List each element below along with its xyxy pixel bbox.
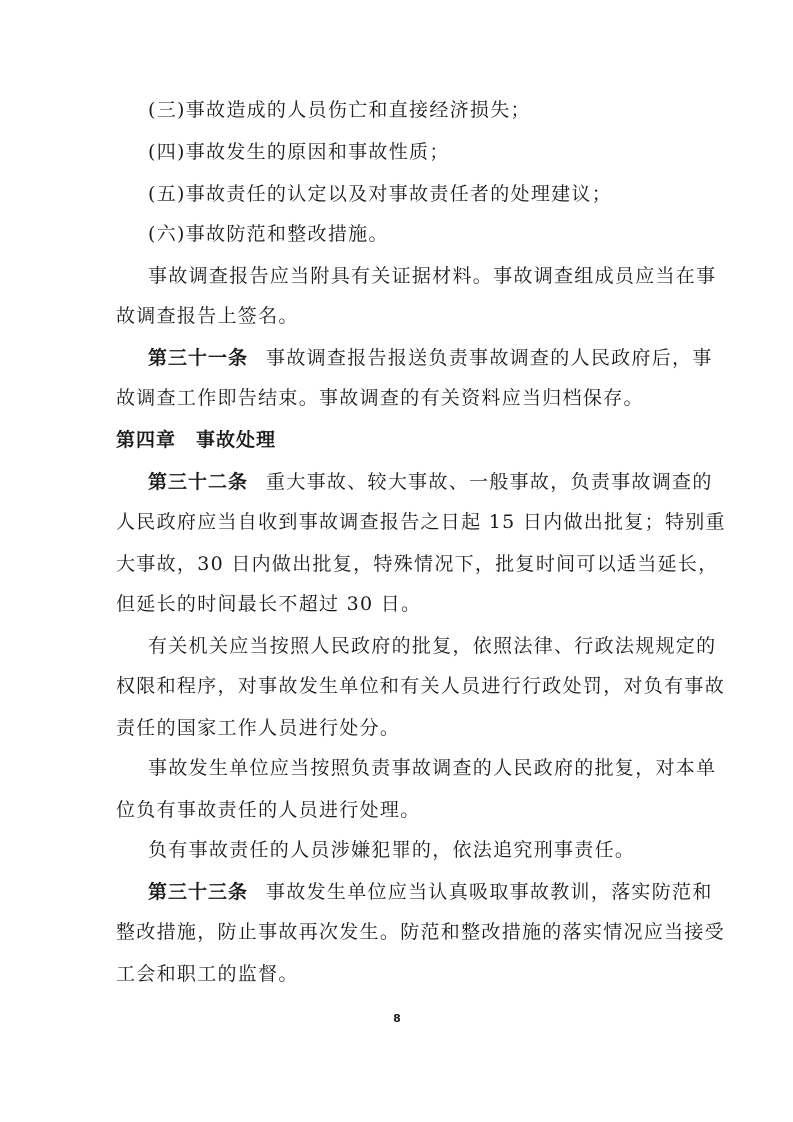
chapter-4-heading: 第四章 事故处理: [116, 429, 277, 451]
article-33-line-2: 整改措施，防止事故再次发生。防范和整改措施的落实情况应当接受: [116, 921, 726, 943]
article-31-line-1: [148, 346, 713, 370]
paragraph-evidence-line-1: 事故调查报告应当附具有关证据材料。事故调查组成员应当在事: [148, 265, 717, 287]
article-32-line-4: 但延长的时间最长不超过 30 日。: [116, 593, 422, 615]
list-item-6: (六)事故防范和整改措施。: [148, 223, 389, 245]
paragraph-authorities-line-1: 有关机关应当按照人民政府的批复，依照法律、行政法规规定的: [148, 635, 717, 657]
article-31-text-1: 事故调查报告报送负责事故调查的人民政府后，事: [266, 347, 713, 369]
article-33-line-3: 工会和职工的监督。: [116, 963, 299, 985]
article-33-line-1: [148, 880, 713, 904]
paragraph-unit-line-1: 事故发生单位应当按照负责事故调查的人民政府的批复，对本单: [148, 757, 717, 779]
list-item-3: (三)事故造成的人员伤亡和直接经济损失；: [148, 99, 531, 121]
article-32-line-2: 人民政府应当自收到事故调查报告之日起 15 日内做出批复；特别重: [116, 511, 726, 533]
list-item-4: (四)事故发生的原因和事故性质；: [148, 141, 450, 163]
list-item-5: (五)事故责任的认定以及对事故责任者的处理建议；: [148, 183, 613, 205]
article-33-heading: 第三十三条: [148, 881, 249, 903]
article-31-line-2: 故调查工作即告结束。事故调查的有关资料应当归档保存。: [116, 387, 644, 409]
paragraph-criminal-liability: 负有事故责任的人员涉嫌犯罪的，依法追究刑事责任。: [148, 839, 636, 861]
article-33-text-1: 事故发生单位应当认真吸取事故教训，落实防范和: [266, 881, 713, 903]
article-32-line-1: [148, 470, 713, 494]
paragraph-authorities-line-2: 权限和程序，对事故发生单位和有关人员进行行政处罚，对负有事故: [116, 675, 726, 697]
page-number: 8: [393, 1012, 401, 1025]
article-32-line-3: 大事故，30 日内做出批复，特殊情况下，批复时间可以适当延长，: [116, 553, 719, 575]
article-31-heading: 第三十一条: [148, 347, 249, 369]
paragraph-unit-line-2: 位负有事故责任的人员进行处理。: [116, 799, 421, 821]
paragraph-evidence-line-2: 故调查报告上签名。: [116, 305, 299, 327]
paragraph-authorities-line-3: 责任的国家工作人员进行处分。: [116, 717, 401, 739]
article-32-heading: 第三十二条: [148, 471, 249, 493]
article-32-text-1: 重大事故、较大事故、一般事故，负责事故调查的: [266, 471, 713, 493]
